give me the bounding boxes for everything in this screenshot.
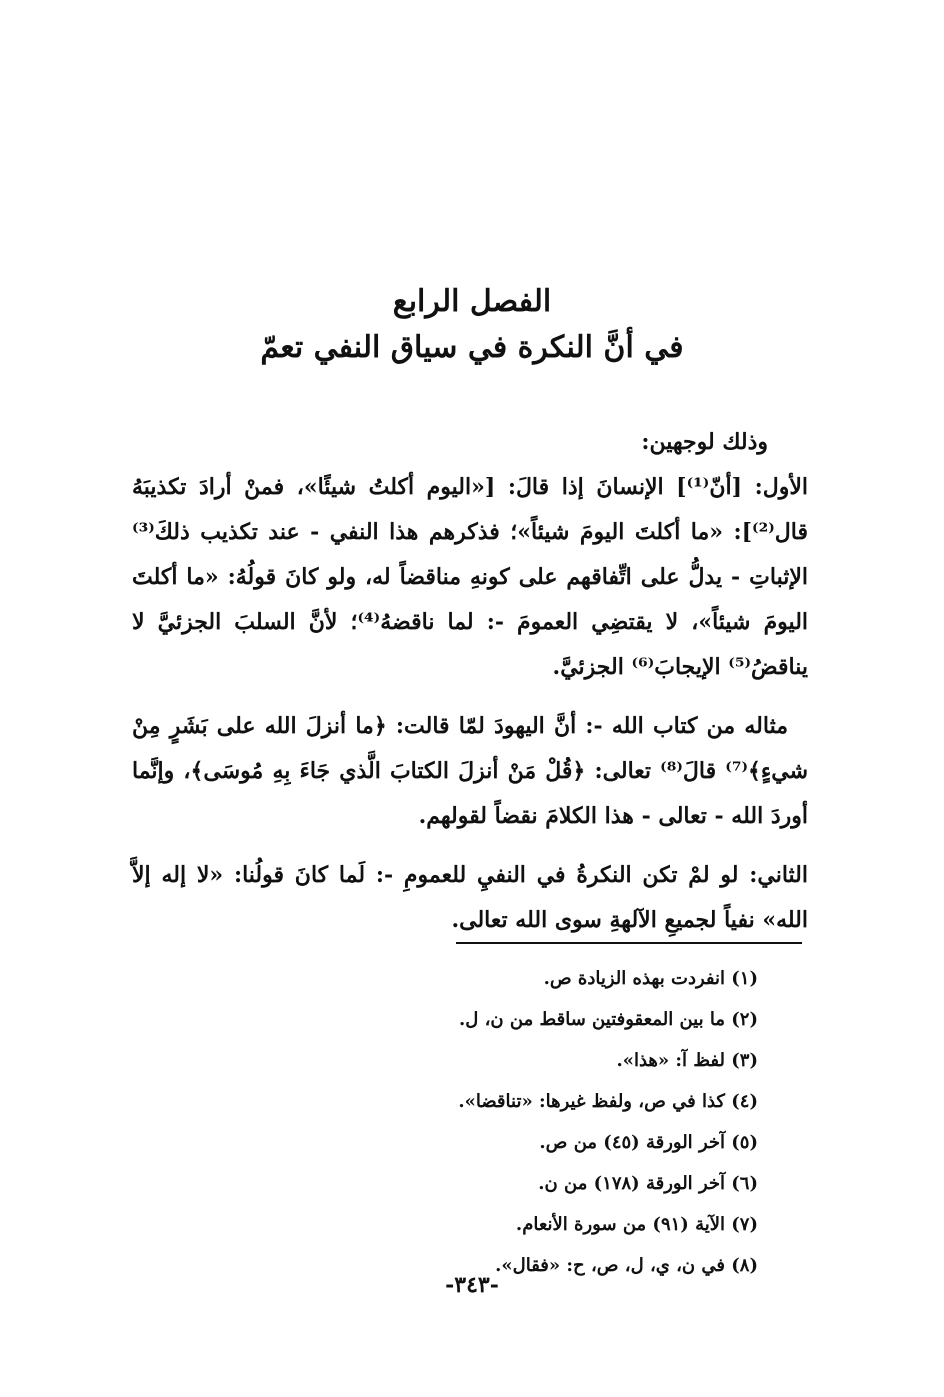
paragraph-first-reason: الأول: [أنّ⁽¹⁾] الإنسانَ إذا قالَ: [«اليوم أكلتُ شيئًا»، فمنْ أرادَ تكذيبَهُ قال⁽²⁾]: «ما أكلتَ اليومَ شيئاً»؛ فذكرهم هذا النفي - عند تكذيب ذلكَ⁽³⁾ الإثباتِ - يدلُّ على اتِّفاقهم على كونهِ مناقضاً له، ولو كانَ قولُهُ: «ما أكلتَ اليومَ شيئاً»، لا يقتضِي العمومَ -: لما ناقضهُ⁽⁴⁾؛ لأنَّ السلبَ الجزئيَّ لا يناقضُ⁽⁵⁾ الإيجابَ⁽⁶⁾ الجزئيَّ.: [132, 474, 809, 680]
main-text: [132, 420, 808, 943]
footnote-8: (٨) في ن، ي، ل، ص، ح: «فقال».: [495, 1255, 758, 1276]
footnote-6: (٦) آخر الورقة (١٧٨) من ن.: [538, 1173, 758, 1194]
footnote-7: (٧) الآية (٩١) من سورة الأنعام.: [515, 1214, 758, 1235]
footnote-divider: [456, 942, 802, 944]
intro-line: وذلك لوجهين:: [641, 429, 768, 455]
footnote-4: (٤) كذا في ص، ولفظ غيرها: «تناقضا».: [458, 1091, 758, 1112]
footnotes: [300, 958, 758, 1286]
footnote-5: (٥) آخر الورقة (٤٥) من ص.: [539, 1132, 758, 1153]
page-number: -٣٤٣-: [445, 1272, 499, 1298]
chapter-heading: [0, 280, 944, 372]
footnote-3: (٣) لفظ آ: «هذا».: [616, 1050, 758, 1071]
chapter-title: الفصل الرابع: [392, 284, 552, 319]
footnote-1: (١) انفردت بهذه الزيادة ص.: [543, 968, 758, 989]
footnote-2: (٢) ما بين المعقوفتين ساقط من ن، ل.: [459, 1009, 758, 1030]
chapter-subtitle: في أنَّ النكرة في سياق النفي تعمّ: [260, 330, 684, 365]
paragraph-second-reason: الثاني: لو لمْ تكن النكرةُ في النفيِ للعمومِ -: لَما كانَ قولُنا: «لا إله إلاَّ الله» نفياً لجميعِ الآلهةِ سوى الله تعالى.: [132, 862, 808, 933]
paragraph-quran-example: مثاله من كتاب الله -: أنَّ اليهودَ لمّا قالت: ﴿ما أنزلَ الله على بَشَرٍ مِنْ شيءٍ﴾⁽⁷⁾ قالَ⁽⁸⁾ تعالى: ﴿قُلْ مَنْ أنزلَ الكتابَ الَّذي جَاءَ بِهِ مُوسَى﴾، وإنَّما أوردَ الله - تعالى - هذا الكلامَ نقضاً لقولهم.: [132, 713, 809, 829]
